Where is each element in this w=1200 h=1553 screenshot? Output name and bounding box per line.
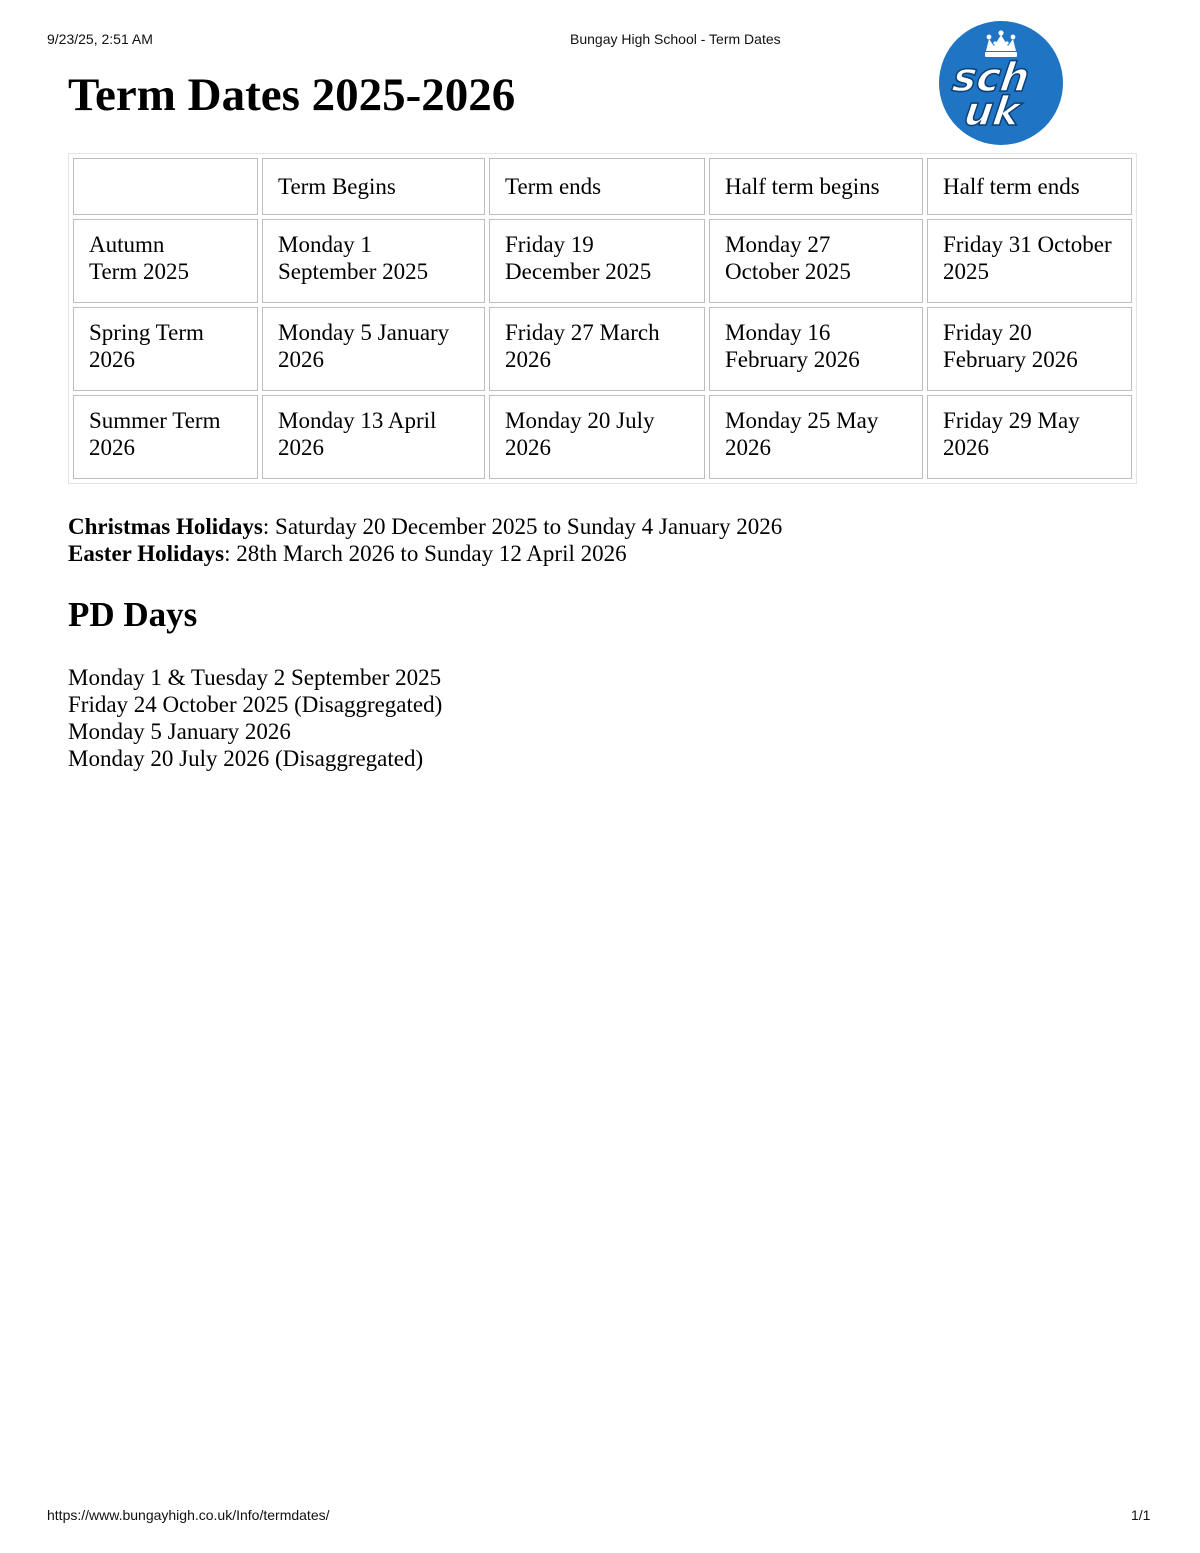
half-term-ends-cell: Friday 29 May 2026 <box>927 395 1132 479</box>
print-page-title: Bungay High School - Term Dates <box>570 31 781 47</box>
pd-days-list <box>68 664 442 772</box>
term-ends-cell: Friday 27 March 2026 <box>489 307 705 391</box>
list-item: Monday 20 July 2026 (Disaggregated) <box>68 746 424 771</box>
pd-days-heading: PD Days <box>68 595 198 634</box>
half-term-ends-cell: Friday 31 October 2025 <box>927 219 1132 303</box>
header-cell-term-begins: Term Begins <box>262 158 485 215</box>
easter-holidays-label: Easter Holidays <box>68 541 225 566</box>
term-ends-cell: Monday 20 July 2026 <box>489 395 705 479</box>
holidays-section <box>68 513 782 567</box>
header-cell-half-term-ends: Half term ends <box>927 158 1132 215</box>
list-item: Monday 5 January 2026 <box>68 719 291 744</box>
print-url: https://www.bungayhigh.co.uk/Info/termdates/ <box>47 1507 330 1523</box>
term-name-cell: Spring Term 2026 <box>73 307 258 391</box>
term-name-cell: Summer Term 2026 <box>73 395 258 479</box>
table-row <box>73 219 1132 303</box>
list-item: Monday 1 & Tuesday 2 September 2025 <box>68 665 442 690</box>
logo-text-uk: uk <box>961 89 1023 135</box>
print-datetime: 9/23/25, 2:51 AM <box>47 31 153 47</box>
half-term-begins-cell: Monday 27 October 2025 <box>709 219 923 303</box>
header-cell-blank <box>73 158 258 215</box>
table-row <box>73 307 1132 391</box>
table-header-row <box>73 158 1132 215</box>
term-begins-cell: Monday 5 January 2026 <box>262 307 485 391</box>
christmas-holidays-dates: : Saturday 20 December 2025 to Sunday 4 January 2026 <box>262 514 783 539</box>
logo-text-sch: sch <box>949 55 1033 101</box>
header-cell-half-term-begins: Half term begins <box>709 158 923 215</box>
half-term-ends-cell: Friday 20 February 2026 <box>927 307 1132 391</box>
term-begins-cell: Monday 13 April 2026 <box>262 395 485 479</box>
christmas-holidays-line <box>68 513 782 540</box>
term-ends-cell: Friday 19 December 2025 <box>489 219 705 303</box>
term-dates-table <box>68 153 1137 484</box>
table-row <box>73 395 1132 479</box>
list-item: Friday 24 October 2025 (Disaggregated) <box>68 692 443 717</box>
sch-uk-logo <box>939 21 1063 145</box>
easter-holidays-line <box>68 540 782 567</box>
half-term-begins-cell: Monday 25 May 2026 <box>709 395 923 479</box>
term-begins-cell: Monday 1 September 2025 <box>262 219 485 303</box>
print-page-number: 1/1 <box>1131 1507 1151 1523</box>
christmas-holidays-label: Christmas Holidays <box>68 514 263 539</box>
half-term-begins-cell: Monday 16 February 2026 <box>709 307 923 391</box>
term-name-cell: Autumn Term 2025 <box>73 219 258 303</box>
page-title: Term Dates 2025-2026 <box>68 69 516 121</box>
header-cell-term-ends: Term ends <box>489 158 705 215</box>
easter-holidays-dates: : 28th March 2026 to Sunday 12 April 2026 <box>224 541 627 566</box>
